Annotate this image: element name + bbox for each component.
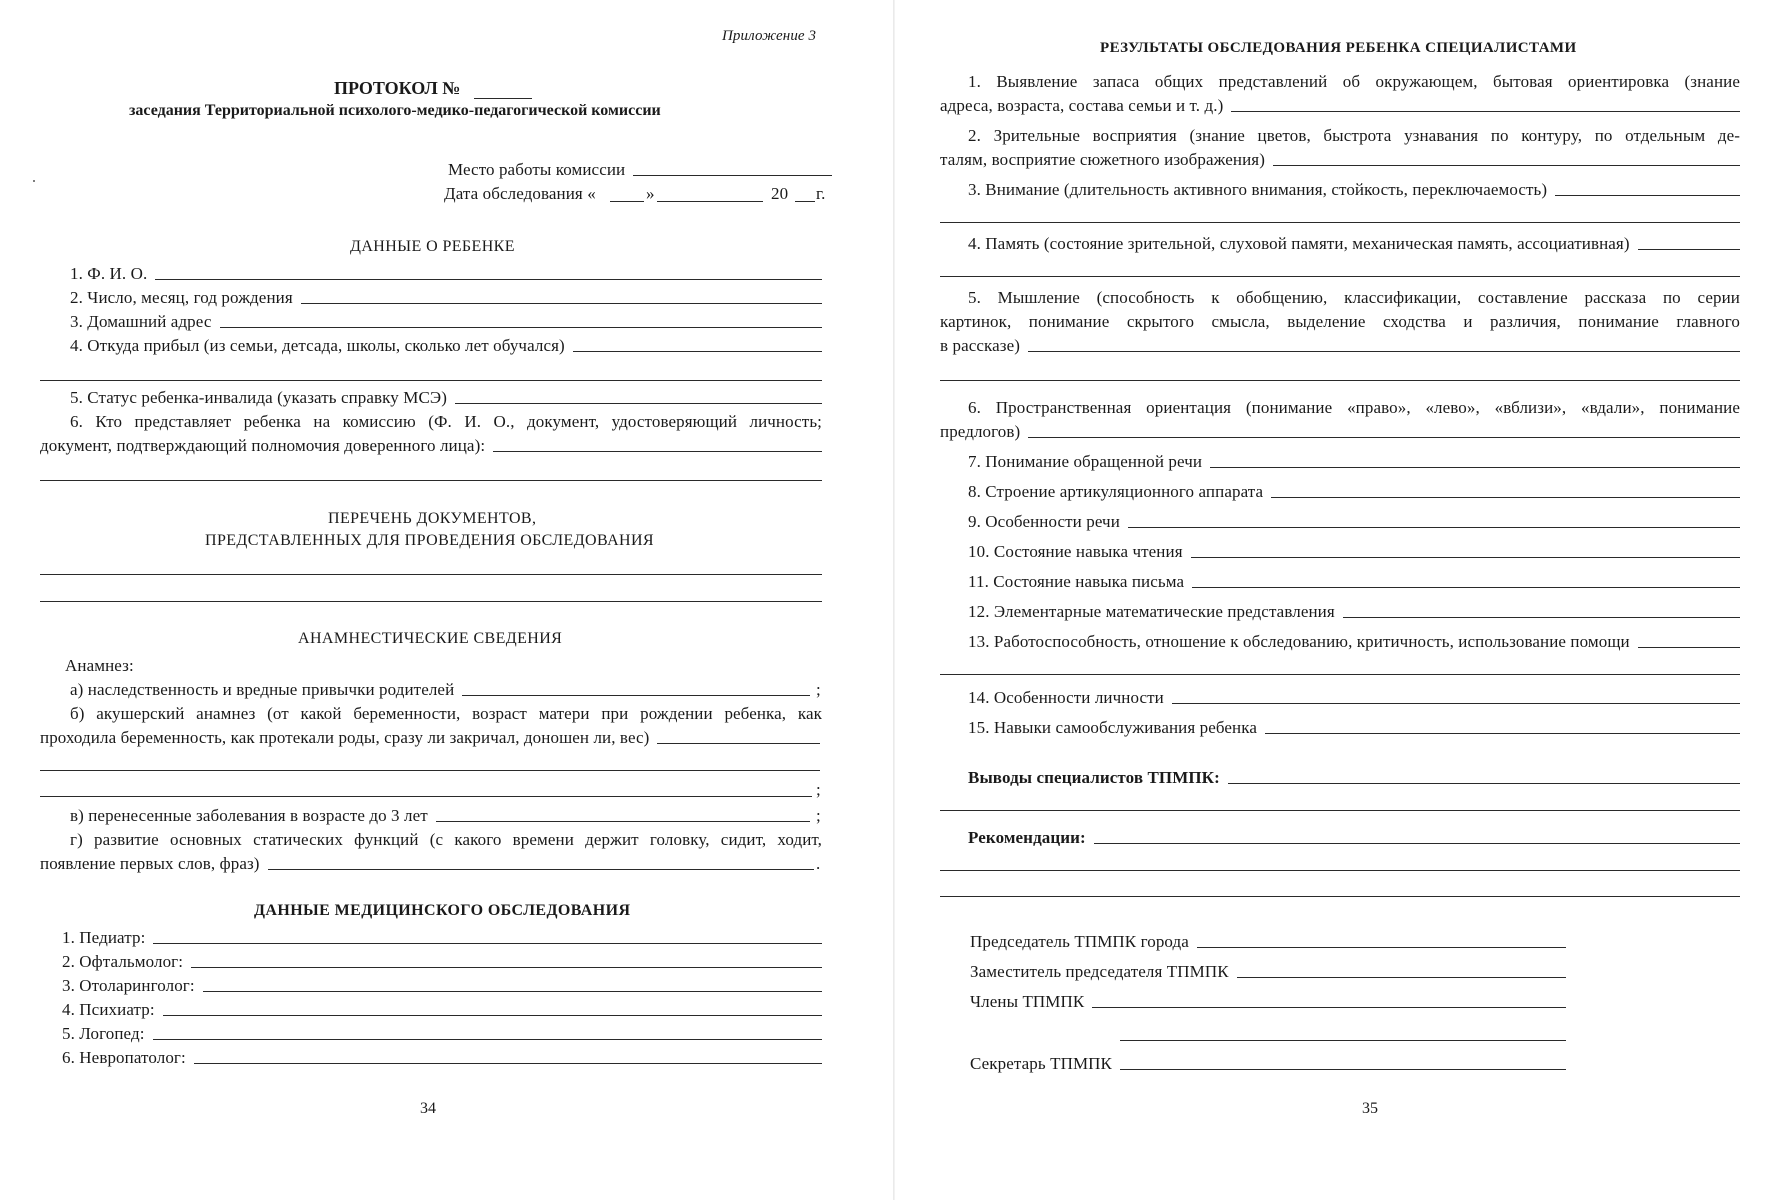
child-item-label: 4. Откуда прибыл (из семьи, детсада, школы, сколько лет обучался) xyxy=(70,336,565,355)
result-5-line1: 5. Мышление (способность к обобщению, классификации, составление рассказа по серии xyxy=(968,288,1740,307)
psychiatrist-field[interactable] xyxy=(163,1014,822,1016)
medical-item-label: 2. Офтальмолог: xyxy=(62,952,184,971)
child-name-field[interactable] xyxy=(155,278,822,280)
result-10 xyxy=(968,542,1740,562)
recommendations-field-2[interactable] xyxy=(940,870,1740,871)
child-item-origin xyxy=(70,336,822,356)
conclusions-field[interactable] xyxy=(1228,782,1740,784)
result-label: предлогов) xyxy=(940,422,1021,441)
anamnesis-b-line1: б) акушерский анамнез (от какой беременности, возраст матери при рождении ребенка, как xyxy=(70,704,822,723)
anamnesis-b-field-2[interactable] xyxy=(40,770,820,771)
medical-item-label: 3. Отоларинголог: xyxy=(62,976,195,995)
appendix-label: Приложение 3 xyxy=(722,28,817,44)
neurologist-field[interactable] xyxy=(194,1062,822,1064)
chairman-row xyxy=(970,932,1566,952)
page-number-right: 35 xyxy=(1362,1100,1378,1117)
result-1-line2 xyxy=(940,96,1740,116)
result-13-field[interactable] xyxy=(1638,646,1740,648)
date-day-field[interactable] xyxy=(610,201,644,202)
date-year-suffix: г. xyxy=(816,184,826,203)
anamnesis-b-label: проходила беременность, как протекали роды, сразу ли закричал, доношен ли, вес) xyxy=(40,728,650,747)
anamnesis-a-label: а) наследственность и вредные привычки родителей xyxy=(70,680,455,699)
result-15 xyxy=(968,718,1740,738)
ent-field[interactable] xyxy=(203,990,822,992)
child-address-field[interactable] xyxy=(220,326,822,328)
protocol-number-field[interactable] xyxy=(474,98,532,99)
anamnesis-label: Анамнез: xyxy=(65,656,134,675)
child-item-6-line2 xyxy=(40,436,822,456)
members-signature-field[interactable] xyxy=(1092,1006,1566,1008)
conclusions-row xyxy=(968,768,1740,788)
result-label: 4. Память (состояние зрительной, слуховой памяти, механическая память, ассоциативная) xyxy=(968,234,1630,253)
child-item-address xyxy=(70,312,822,332)
result-label: адреса, возраста, состава семьи и т. д.) xyxy=(940,96,1224,115)
scan-dot xyxy=(33,180,35,182)
ophthalmologist-field[interactable] xyxy=(191,966,822,968)
result-label: 13. Работоспособность, отношение к обследованию, критичность, использование помощи xyxy=(968,632,1630,651)
child-item-label: 1. Ф. И. О. xyxy=(70,264,148,283)
result-7-field[interactable] xyxy=(1210,466,1740,468)
child-origin-field-2[interactable] xyxy=(40,380,822,381)
result-1-line1: 1. Выявление запаса общих представлений об окружающем, бытовая ориентировка (знание xyxy=(968,72,1740,91)
medical-item-neurologist xyxy=(62,1048,822,1068)
anamnesis-g-field[interactable] xyxy=(268,868,814,870)
date-month-field[interactable] xyxy=(657,201,763,202)
child-item-birthdate xyxy=(70,288,822,308)
result-6-line1: 6. Пространственная ориентация (понимание «право», «лево», «вблизи», «вдали», понимание xyxy=(968,398,1740,417)
chairman-signature-field[interactable] xyxy=(1197,946,1566,948)
semicolon: ; xyxy=(816,806,821,825)
conclusions-label: Выводы специалистов ТПМПК: xyxy=(968,768,1220,787)
result-label: 15. Навыки самообслуживания ребенка xyxy=(968,718,1258,737)
result-4-field[interactable] xyxy=(1638,248,1740,250)
date-label: Дата обследования « xyxy=(444,184,596,203)
medical-item-label: 6. Невропатолог: xyxy=(62,1048,186,1067)
result-label: 11. Состояние навыка письма xyxy=(968,572,1185,591)
period: . xyxy=(816,854,821,873)
docs-heading-line1: ПЕРЕЧЕНЬ ДОКУМЕНТОВ, xyxy=(328,510,537,527)
anamnesis-b-field-3[interactable] xyxy=(40,796,812,797)
result-label: 12. Элементарные математические представления xyxy=(968,602,1335,621)
anamnesis-a-field[interactable] xyxy=(462,694,810,696)
results-heading: РЕЗУЛЬТАТЫ ОБСЛЕДОВАНИЯ РЕБЕНКА СПЕЦИАЛИСТАМИ xyxy=(1100,40,1577,56)
result-5-line3 xyxy=(940,336,1740,356)
child-item-disability xyxy=(70,388,822,408)
result-3-field[interactable] xyxy=(1555,194,1740,196)
result-10-field[interactable] xyxy=(1191,556,1740,558)
protocol-subtitle: заседания Территориальной психолого-медико-педагогической комиссии xyxy=(129,102,661,119)
result-6-line2 xyxy=(940,422,1740,442)
result-3 xyxy=(968,180,1740,200)
result-6-field[interactable] xyxy=(1028,436,1740,438)
page-number-left: 34 xyxy=(420,1100,436,1117)
result-14-field[interactable] xyxy=(1172,702,1740,704)
result-4-field-2[interactable] xyxy=(940,276,1740,277)
child-heading: ДАННЫЕ О РЕБЕНКЕ xyxy=(350,238,515,255)
anamnesis-b-line2 xyxy=(40,728,820,748)
speech-therapist-field[interactable] xyxy=(153,1038,822,1040)
medical-item-label: 1. Педиатр: xyxy=(62,928,146,947)
result-3-field-2[interactable] xyxy=(940,222,1740,223)
members-label: Члены ТПМПК xyxy=(970,992,1085,1011)
recommendations-row xyxy=(968,828,1740,848)
medical-item-label: 4. Психиатр: xyxy=(62,1000,155,1019)
result-2-line1: 2. Зрительные восприятия (знание цветов, быстрота узнавания по контуру, по отдельным де- xyxy=(968,126,1740,145)
anamnesis-g-line2 xyxy=(40,854,814,874)
child-item-label: 3. Домашний адрес xyxy=(70,312,212,331)
deputy-label: Заместитель председателя ТПМПК xyxy=(970,962,1229,981)
result-12-field[interactable] xyxy=(1343,616,1740,618)
result-13 xyxy=(968,632,1740,652)
result-5-field[interactable] xyxy=(1028,350,1740,352)
result-2-field[interactable] xyxy=(1273,164,1740,166)
medical-item-speech-therapist xyxy=(62,1024,822,1044)
date-quote-close: » xyxy=(646,184,655,203)
result-14 xyxy=(968,688,1740,708)
result-12 xyxy=(968,602,1740,622)
secretary-row xyxy=(970,1054,1566,1074)
result-label: 14. Особенности личности xyxy=(968,688,1164,707)
anamnesis-heading: АНАМНЕСТИЧЕСКИЕ СВЕДЕНИЯ xyxy=(298,630,563,647)
page-right xyxy=(894,0,1788,1200)
place-label: Место работы комиссии xyxy=(448,160,626,179)
place-row xyxy=(448,160,832,180)
semicolon: ; xyxy=(816,680,821,699)
recommendations-field[interactable] xyxy=(1094,842,1740,844)
medical-item-pediatrician xyxy=(62,928,822,948)
child-item-name xyxy=(70,264,822,284)
conclusions-field-2[interactable] xyxy=(940,810,1740,811)
semicolon: ; xyxy=(816,780,821,799)
anamnesis-b-field[interactable] xyxy=(657,742,820,744)
deputy-signature-field[interactable] xyxy=(1237,976,1566,978)
deputy-row xyxy=(970,962,1566,982)
anamnesis-v xyxy=(70,806,810,826)
recommendations-label: Рекомендации: xyxy=(968,828,1086,847)
result-4 xyxy=(968,234,1740,254)
child-representative-field[interactable] xyxy=(493,450,822,452)
medical-heading: ДАННЫЕ МЕДИЦИНСКОГО ОБСЛЕДОВАНИЯ xyxy=(254,902,631,919)
recommendations-field-3[interactable] xyxy=(940,896,1740,897)
medical-item-ent xyxy=(62,976,822,996)
result-label: 3. Внимание (длительность активного внимания, стойкость, переключаемость) xyxy=(968,180,1548,199)
anamnesis-g-label: появление первых слов, фраз) xyxy=(40,854,260,873)
place-field[interactable] xyxy=(633,174,832,176)
chairman-label: Председатель ТПМПК города xyxy=(970,932,1189,951)
child-item-6-line1: 6. Кто представляет ребенка на комиссию (Ф. И. О., документ, удостоверяющий личность; xyxy=(70,412,822,431)
members-signature-field-2[interactable] xyxy=(1120,1040,1566,1041)
result-2-line2 xyxy=(940,150,1740,170)
result-1-field[interactable] xyxy=(1231,110,1740,112)
result-15-field[interactable] xyxy=(1265,732,1740,734)
members-row xyxy=(970,992,1566,1012)
result-label: 9. Особенности речи xyxy=(968,512,1120,531)
child-disability-field[interactable] xyxy=(455,402,822,404)
anamnesis-a xyxy=(70,680,810,700)
date-year: 20 xyxy=(771,184,789,203)
result-5-field-2[interactable] xyxy=(940,380,1740,381)
medical-item-label: 5. Логопед: xyxy=(62,1024,145,1043)
result-5-line2: картинок, понимание скрытого смысла, выделение сходства и различия, понимание главного xyxy=(940,312,1740,331)
result-7 xyxy=(968,452,1740,472)
child-origin-field[interactable] xyxy=(573,350,822,352)
result-8-field[interactable] xyxy=(1271,496,1740,498)
date-year-field[interactable] xyxy=(795,201,815,202)
pediatrician-field[interactable] xyxy=(153,942,822,944)
protocol-title: ПРОТОКОЛ № xyxy=(334,78,461,98)
result-label: в рассказе) xyxy=(940,336,1020,355)
result-9-field[interactable] xyxy=(1128,526,1740,528)
result-label: 8. Строение артикуляционного аппарата xyxy=(968,482,1264,501)
child-birthdate-field[interactable] xyxy=(301,302,822,304)
child-item-label: документ, подтверждающий полномочия доверенного лица): xyxy=(40,436,486,455)
child-representative-field-2[interactable] xyxy=(40,480,822,481)
docs-heading-line2: ПРЕДСТАВЛЕННЫХ ДЛЯ ПРОВЕДЕНИЯ ОБСЛЕДОВАНИЯ xyxy=(205,532,655,549)
child-item-label: 5. Статус ребенка-инвалида (указать справку МСЭ) xyxy=(70,388,447,407)
result-label: 10. Состояние навыка чтения xyxy=(968,542,1183,561)
medical-item-psychiatrist xyxy=(62,1000,822,1020)
result-13-field-2[interactable] xyxy=(940,674,1740,675)
result-label: 7. Понимание обращенной речи xyxy=(968,452,1203,471)
anamnesis-g-line1: г) развитие основных статических функций (с какого времени держит головку, сидит, ходит, xyxy=(70,830,822,849)
secretary-label: Секретарь ТПМПК xyxy=(970,1054,1112,1073)
docs-field-2[interactable] xyxy=(40,601,822,602)
child-item-label: 2. Число, месяц, год рождения xyxy=(70,288,293,307)
result-9 xyxy=(968,512,1740,532)
result-11 xyxy=(968,572,1740,592)
medical-item-ophthalmologist xyxy=(62,952,822,972)
result-11-field[interactable] xyxy=(1192,586,1740,588)
result-8 xyxy=(968,482,1740,502)
docs-field-1[interactable] xyxy=(40,574,822,575)
secretary-signature-field[interactable] xyxy=(1120,1068,1566,1070)
anamnesis-v-field[interactable] xyxy=(436,820,810,822)
result-label: талям, восприятие сюжетного изображения) xyxy=(940,150,1265,169)
anamnesis-v-label: в) перенесенные заболевания в возрасте до 3 лет xyxy=(70,806,428,825)
